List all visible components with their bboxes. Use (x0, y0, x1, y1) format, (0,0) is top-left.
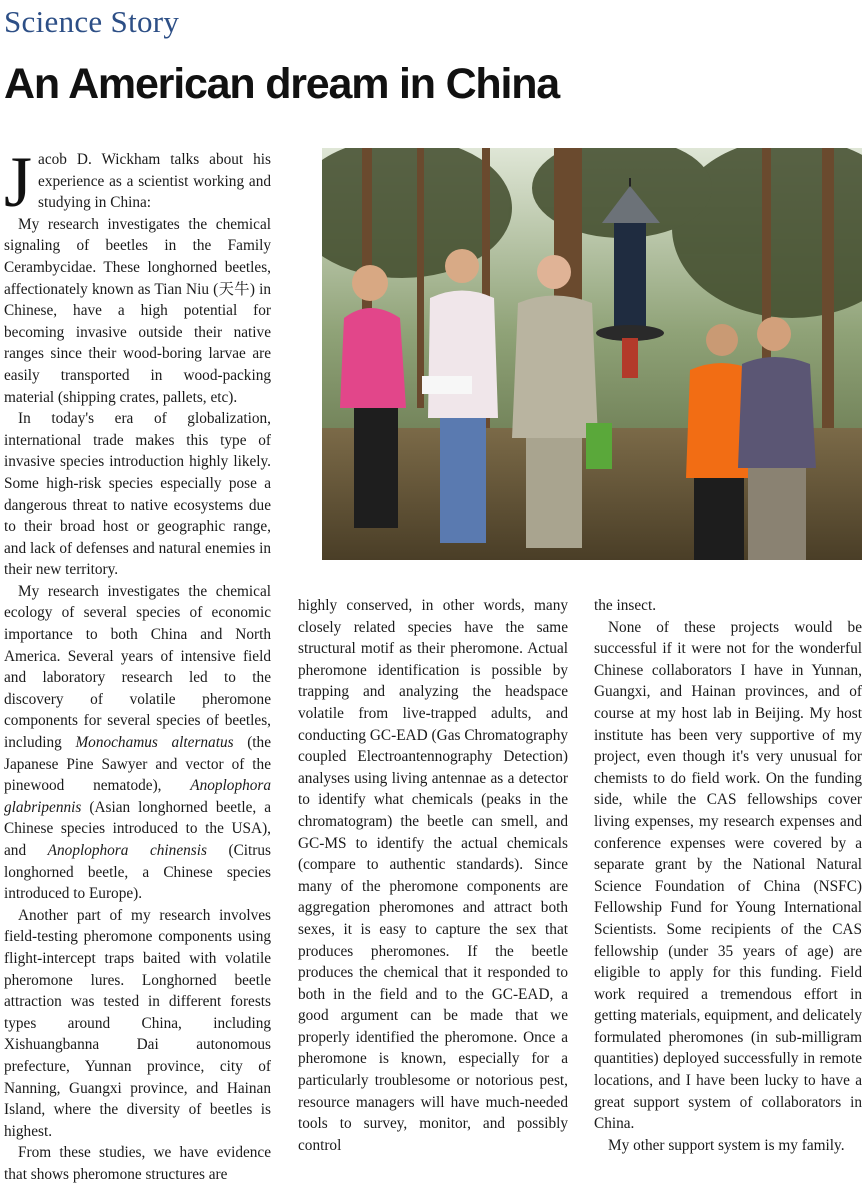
photo-illustration (322, 148, 862, 560)
paragraph: the insect. (594, 597, 657, 614)
paragraph: None of these projects would be successful if it were not for the wonderful Chinese collaborators I have in Yunnan, Guangxi, and Hainan provinces, and of course at my host lab in Beijing. My host institute has been very supportive of my project, even though it's very unusual for chemists to do field work. On the funding side, while the CAS fellowships cover living expenses, my research expenses and conference expenses were covered by a separate grant by the National Natural Science Foundation of China (NSFC) Fellowship Fund for Young International Scientists. Some recipients of the CAS fellowship (under 35 years of age) are eligible to apply for this funding. Field work required a tremendous effort in getting materials, equipment, and delicately formulated pheromones (in sub-milligram quantities) deployed successfully in remote locations, and I have been lucky to have a great support system of collaborators in China. (594, 618, 862, 1133)
column-2 (298, 595, 568, 1156)
intro-paragraph (4, 142, 271, 222)
paragraph: In today's era of globalization, international trade makes this type of invasive species introduction highly likely. Some high-risk species especially pose a dangerous threat to native ecosystems due to their broad host or geographic range, and lack of defenses and natural enemies in their new territory. (4, 410, 271, 579)
species-name: Monochamus alternatus (75, 734, 234, 752)
drop-cap: J (4, 142, 33, 222)
paragraph: highly conserved, in other words, many closely related species have the same structural motif as their pheromone. Actual pheromone identification is possible by trapping and analyzing the headspace volatile from live-trapped adults, and conducting GC-EAD (Gas Chromatography coupled Electroantennography Detection) analyses using living antennae as a detector to identify what chemicals (peaks in the chromatogram) the beetle can smell, and GC-MS to identify the actual chemicals (compare to authentic standards). Since many of the pheromone components are aggregation pheromones and attract both sexes, it is easy to capture the sex that produces pheromones. If the beetle produces the chemical that it responded to both in the field and to the GC-EAD, a good argument can be made that we properly identified the pheromone. Once a pheromone is known, especially for a particularly troublesome or notorious pest, resource managers will have much-needed tools to survey, monitor, and possibly control (298, 597, 568, 1154)
paragraph: My research investigates the chemical signaling of beetles in the Family Cerambycidae. These longhorned beetles, affectionately known as Tian Niu (天牛) in Chinese, have a high potential for becoming invasive outside their native ranges since their wood-boring larvae are easily transported in wood-packing material (shipping crates, pallets, etc). (4, 215, 271, 406)
paragraph: Another part of my research involves field-testing pheromone components using flight-intercept traps baited with volatile pheromone lures. Longhorned beetle attraction was tested in different forests types around China, including Xishuangbanna Dai autonomous prefecture, Yunnan province, city of Nanning, Guangxi province, and Hainan Island, where the diversity of beetles is highest. (4, 906, 271, 1140)
text-run: (Citrus longhorned beetle, a Chinese species introduced to Europe). (4, 842, 271, 903)
text-run: (the Japanese Pine Sawyer and vector of the pinewood nematode), (4, 734, 271, 795)
column-1 (4, 142, 271, 1186)
column-3 (594, 595, 862, 1156)
paragraph (4, 581, 271, 905)
text-run: (Asian longhorned beetle, a Chinese species introduced to the USA), and (4, 798, 271, 859)
paragraph: My other support system is my family. (608, 1136, 845, 1154)
photo-researchers-in-forest (322, 148, 862, 560)
section-label: Science Story (4, 4, 180, 39)
species-name: Anoplophora chinensis (47, 842, 207, 859)
intro-text: acob D. Wickham talks about his experience as a scientist working and studying in China: (38, 151, 271, 212)
headline: An American dream in China (4, 60, 560, 108)
species-name: Anoplophora glabripennis (4, 777, 271, 816)
paragraph: From these studies, we have evidence that shows pheromone structures are (4, 1144, 271, 1183)
text-run: My research investigates the chemical ecology of several species of economic importance to both China and North America. Several years of intensive field and laboratory research led to the discovery of volatile pheromone components for several species of beetles, including (4, 582, 271, 752)
